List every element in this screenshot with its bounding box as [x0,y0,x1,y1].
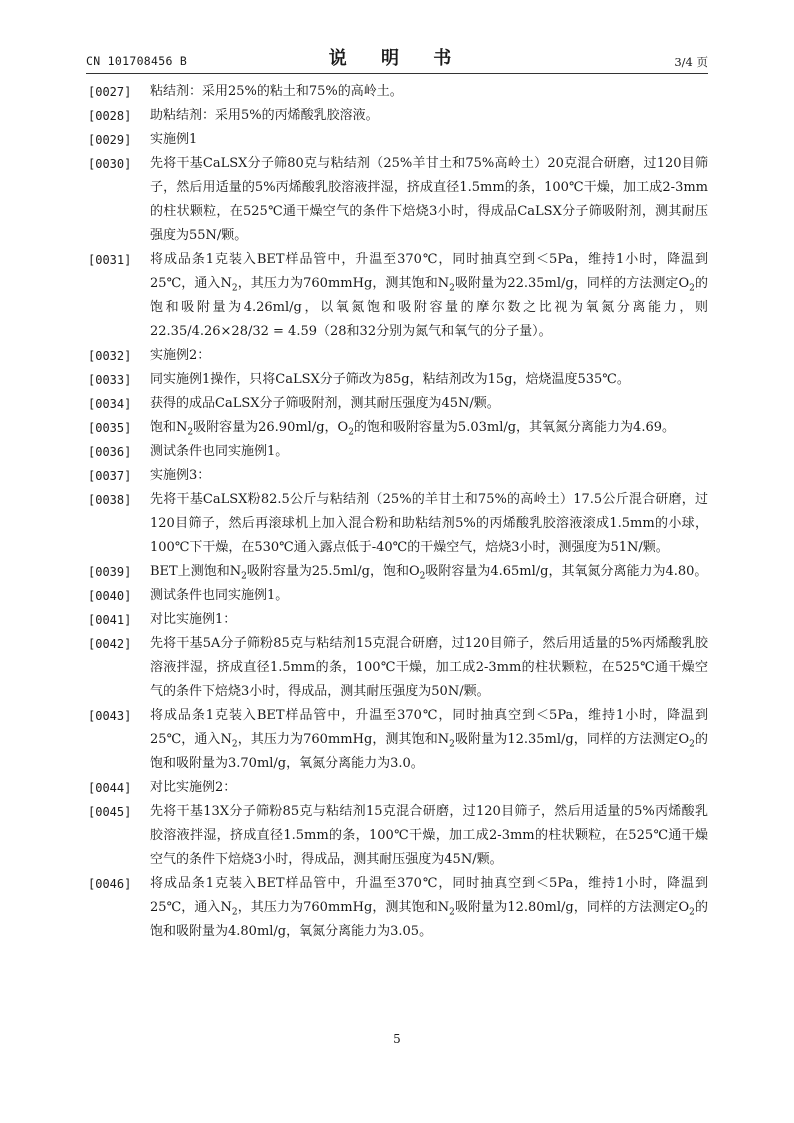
paragraph-number: [0036] [88,445,132,459]
paragraph-text: 先将干基13X分子筛粉85克与粘结剂15克混合研磨，过120目筛子，然后用适量的5%丙烯酸乳胶溶液拌湿，挤成直径1.5mm的条，100℃干燥，加工成2-3mm的柱状颗粒，在525℃通干燥空气的条件下焙烧3小时，得成品，测其耐压强度为45N/颗。 [150,804,708,867]
paragraph-number: [0031] [88,253,132,267]
paragraph-number: [0044] [88,781,132,795]
paragraph-number: [0045] [88,805,132,819]
paragraph-number: [0035] [88,421,132,435]
paragraph-number: [0029] [88,133,132,147]
paragraph-text: 助粘结剂：采用5%的丙烯酸乳胶溶液。 [150,108,379,123]
paragraph-number: [0043] [88,709,132,723]
paragraph [88,464,708,488]
paragraph-number: [0027] [88,85,132,99]
paragraph [88,704,708,776]
paragraph [88,488,708,560]
paragraph [88,248,708,344]
paragraph [88,80,708,104]
paragraph [88,152,708,248]
paragraph-number: [0034] [88,397,132,411]
paragraph-number: [0041] [88,613,132,627]
paragraph [88,584,708,608]
paragraph [88,416,708,440]
paragraph-text: 先将干基CaLSX分子筛80克与粘结剂（25%羊甘土和75%高岭土）20克混合研磨，过120目筛子，然后用适量的5%丙烯酸乳胶溶液拌湿，挤成直径1.5mm的条，100℃干燥，加工成2-3mm的柱状颗粒，在525℃通干燥空气的条件下焙烧3小时，得成品CaLSX分子筛吸附剂，测其耐压强度为55N/颗。 [150,156,708,243]
paragraph [88,392,708,416]
paragraph-text: 实施例2： [150,348,211,363]
paragraph [88,128,708,152]
paragraph [88,560,708,584]
paragraph-text: 饱和$N_2$吸附容量为26.90ml/g，$O_2$的饱和吸附容量为5.03ml/g，其氧氮分离能力为4.69。 [150,420,675,438]
paragraph-number: [0038] [88,493,132,507]
paragraph-text: 粘结剂：采用25%的粘土和75%的高岭土。 [150,84,403,99]
paragraph [88,368,708,392]
paragraph-text: 对比实施例1： [150,612,237,627]
paragraph-text: 先将干基CaLSX粉82.5公斤与粘结剂（25%的羊甘土和75%的高岭土）17.5公斤混合研磨，过120目筛子，然后再滚球机上加入混合粉和助粘结剂5%的丙烯酸乳胶溶液滚成1.5mm的小球，100℃下干燥，在530℃通入露点低于-40℃的干燥空气，焙烧3小时，测强度为51N/颗。 [150,492,708,555]
paragraph [88,344,708,368]
document-title: 说 明 书 [328,48,466,69]
paragraph-number: [0037] [88,469,132,483]
paragraph [88,608,708,632]
paragraph-number: [0033] [88,373,132,387]
paragraph-text: 同实施例1操作，只将CaLSX分子筛改为85g，粘结剂改为15g，焙烧温度535℃。 [150,372,630,387]
paragraph-text: 先将干基5A分子筛粉85克与粘结剂15克混合研磨，过120目筛子，然后用适量的5%丙烯酸乳胶溶液拌湿，挤成直径1.5mm的条，100℃干燥，加工成2-3mm的柱状颗粒，在525℃通干燥空气的条件下焙烧3小时，得成品，测其耐压强度为50N/颗。 [150,636,708,699]
paragraph-number: [0040] [88,589,132,603]
document-body [88,80,708,944]
paragraph-text: 对比实施例2： [150,780,237,795]
paragraph-text: BET上测饱和$N_2$吸附容量为25.5ml/g，饱和$O_2$吸附容量为4.65ml/g，其氧氮分离能力为4.80。 [150,564,708,582]
paragraph-text: 实施例3： [150,468,211,483]
paragraph-text: 将成品条1克装入BET样品管中，升温至370℃，同时抽真空到＜5Pa，维持1小时，降温到25℃，通入$N_2$，其压力为760mmHg，测其饱和$N_2$吸附量为22.35ml/g，同样的方法测定$O_2$的饱和吸附量为4.26ml/g，以氧氮饱和吸附容量的摩尔数之比视为氧氮分离能力，则22.35/4.26×28/32 = 4.59（28和32分别为氮气和氧气的分子量）。 [150,252,708,339]
paragraph [88,632,708,704]
header-rule [86,73,708,74]
paragraph [88,800,708,872]
paragraph-text: 测试条件也同实施例1。 [150,444,289,459]
paragraph-number: [0046] [88,877,132,891]
paragraph-number: [0042] [88,637,132,651]
paragraph-number: [0030] [88,157,132,171]
page-number: 5 [393,1032,401,1046]
paragraph [88,104,708,128]
page-count: 3/4 页 [674,55,708,69]
paragraph-text: 获得的成品CaLSX分子筛吸附剂，测其耐压强度为45N/颗。 [150,396,500,411]
paragraph-text: 将成品条1克装入BET样品管中，升温至370℃，同时抽真空到＜5Pa，维持1小时，降温到25℃，通入$N_2$，其压力为760mmHg，测其饱和$N_2$吸附量为12.80ml/g，同样的方法测定$O_2$的饱和吸附量为4.80ml/g，氧氮分离能力为3.05。 [150,876,708,939]
paragraph-number: [0032] [88,349,132,363]
page-header [86,44,708,72]
paragraph-number: [0039] [88,565,132,579]
paragraph-text: 将成品条1克装入BET样品管中，升温至370℃，同时抽真空到＜5Pa，维持1小时，降温到25℃，通入$N_2$，其压力为760mmHg，测其饱和$N_2$吸附量为12.35ml/g，同样的方法测定$O_2$的饱和吸附量为3.70ml/g，氧氮分离能力为3.0。 [150,708,708,771]
paragraph-number: [0028] [88,109,132,123]
paragraph-text: 测试条件也同实施例1。 [150,588,289,603]
paragraph [88,872,708,944]
paragraph-text: 实施例1 [150,132,198,147]
patent-number: CN 101708456 B [86,54,188,68]
paragraph [88,776,708,800]
paragraph [88,440,708,464]
